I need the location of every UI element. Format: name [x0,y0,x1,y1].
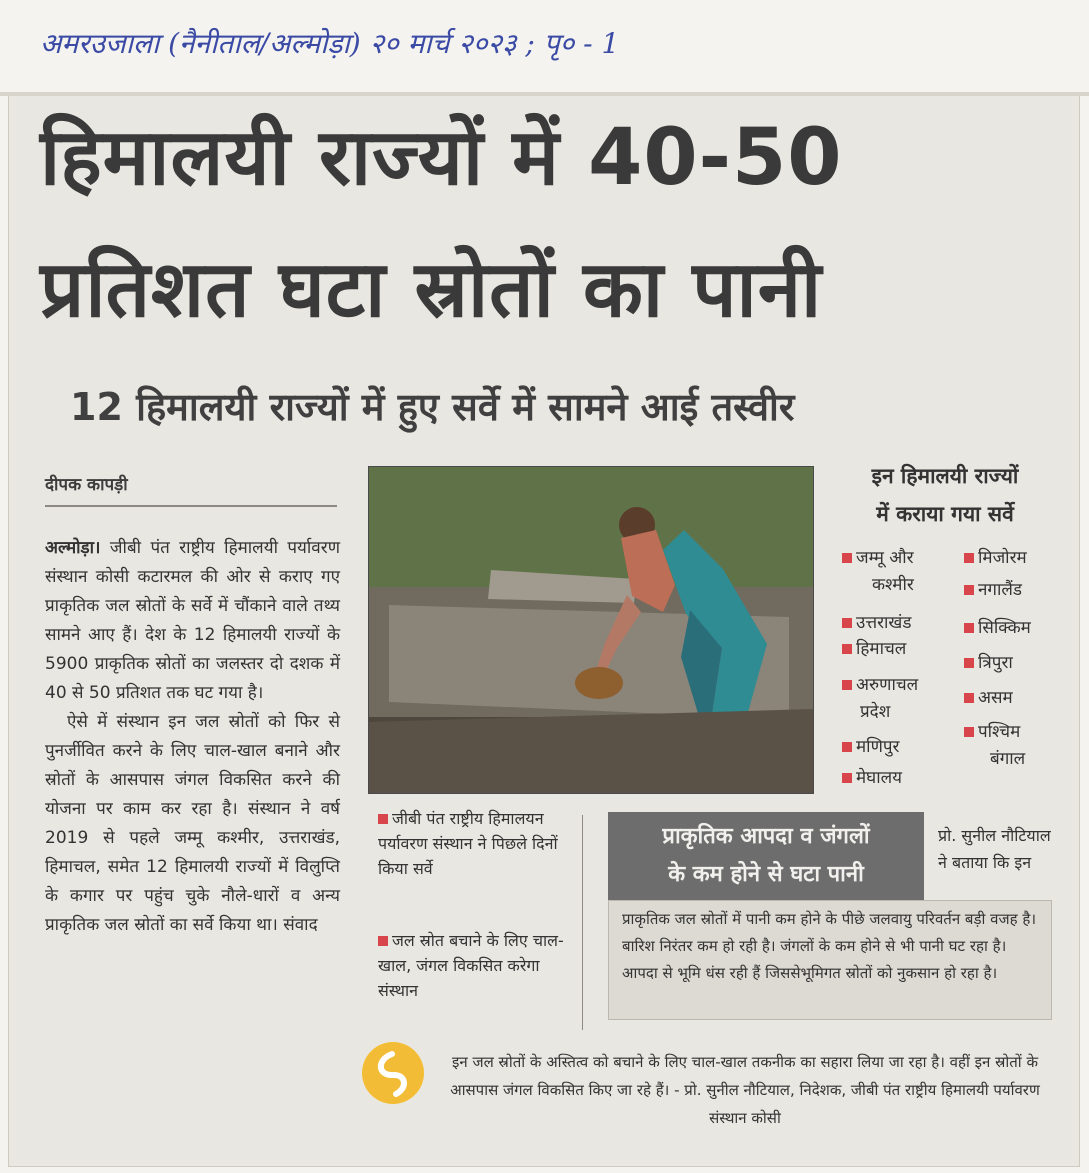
headline-line-1: हिमालयी राज्यों में 40-50 [40,113,843,203]
byline-rule [45,505,337,507]
article-text-1: जीबी पंत राष्ट्रीय हिमालयी पर्यावरण संस्थान कोसी कटारमल की ओर से कराए गए प्राकृतिक जल स्रोतों के सर्वे में चौंकाने वाले तथ्य सामने आए हैं। देश के 12 हिमालयी राज्यों के 5900 प्राकृतिक स्रोतों का जलस्तर दो दशक में 40 से 50 प्रतिशत तक घट गया है। [45,538,340,703]
state-item: सिक्किम [964,616,1031,640]
red-bullet-icon [964,623,974,633]
dateline: अल्मोड़ा। [45,538,101,558]
red-bullet-icon [842,742,852,752]
state-item: त्रिपुरा [964,651,1013,675]
state-item: मणिपुर [842,735,899,759]
article-paragraph-2: ऐसे में संस्थान इन जल स्रोतों को फिर से पुनर्जीवित करने के लिए चाल-खाल बनाने और स्रोतों के आसपास जंगल विकसित करने की योजना पर काम कर रहा है। संस्थान ने वर्ष 2019 से पहले जम्मू कश्मीर, उत्तराखंड, हिमाचल, समेत 12 हिमालयी राज्यों में विलुप्ति के कगार पर पहुंच चुके नौले-धारों व अन्य प्राकृतिक जल स्रोतों का सर्वे किया था। संवाद [45,712,340,935]
red-bullet-icon [964,727,974,737]
news-photo [368,466,814,794]
red-bullet-icon [842,680,852,690]
highlight-point-2: जल स्रोत बचाने के लिए चाल-खाल, जंगल विकसित करेगा संस्थान [378,931,564,1000]
paper-fold-line [0,92,1089,96]
state-item: असम [964,686,1013,710]
red-bullet-icon [964,693,974,703]
article-paragraph-1 [45,534,340,708]
handwritten-source-note: अमरउजाला (नैनीताल/अल्मोड़ा) २० मार्च २०२३ ; पृ० - 1 [40,27,620,60]
red-bullet-icon [842,618,852,628]
woman-at-water-source-photo [369,467,813,793]
state-item: बंगाल [990,749,1026,769]
red-bullet-icon [964,553,974,563]
state-item: प्रदेश [860,702,891,722]
highlight-point-1: जीबी पंत राष्ट्रीय हिमालयन पर्यावरण संस्थान ने पिछले दिनों किया सर्वे [378,809,558,878]
survey-box-title-line-2: में कराया गया सर्वे [876,502,1014,526]
byline: दीपक कापड़ी [45,475,128,495]
expert-heading-line-1: प्राकृतिक आपदा व जंगलों [662,824,870,849]
expert-quote-text: प्राकृतिक जल स्रोतों में पानी कम होने के पीछे जलवायु परिवर्तन बड़ी वजह है। बारिश निरंतर कम हो रही है। जंगलों के कम होने से भी पानी घट रहा है। आपदा से भूमि धंस रही हैं जिससेभूमिगत स्रोतों को नुकसान हो रहा है। [622,910,1037,982]
red-bullet-icon [842,773,852,783]
state-item: नगालैंड [964,578,1022,602]
state-item: मिजोरम [964,546,1027,570]
column-divider [582,815,583,1030]
red-bullet-icon [964,585,974,595]
bottom-quote-text: इन जल स्रोतों के अस्तित्व को बचाने के लिए चाल-खाल तकनीक का सहारा लिया जा रहा है। वहीं इन स्रोतों के आसपास जंगल विकसित किए जा रहे हैं। - प्रो. सुनील नौटियाल, निदेशक, जीबी पंत राष्ट्रीय हिमालयी पर्यावरण संस्थान कोसी [450,1053,1040,1127]
expert-heading-box [608,812,924,906]
state-item: उत्तराखंड [842,611,911,635]
expert-heading-line-2: के कम होने से घटा पानी [668,862,864,887]
state-item: हिमाचल [842,637,906,661]
state-item: कश्मीर [872,575,914,595]
expert-note: प्रो. सुनील नौटियाल ने बताया कि इन [938,826,1051,872]
red-bullet-icon [842,644,852,654]
state-item: जम्मू और [842,546,914,570]
headline-line-2: प्रतिशत घटा स्रोतों का पानी [40,245,823,335]
red-bullet-icon [964,658,974,668]
quote-icon [362,1042,424,1104]
state-item: अरुणाचल [842,673,918,697]
quote-swirl-icon [362,1042,424,1104]
article-column [45,534,340,940]
state-item: पश्चिम [964,720,1020,744]
red-bullet-icon [842,553,852,563]
subheadline: 12 हिमालयी राज्यों में हुए सर्वे में सामने आई तस्वीर [70,385,795,429]
state-item: मेघालय [842,766,902,790]
red-bullet-icon [378,814,388,824]
red-bullet-icon [378,936,388,946]
survey-box-title-line-1: इन हिमालयी राज्यों [871,464,1019,488]
